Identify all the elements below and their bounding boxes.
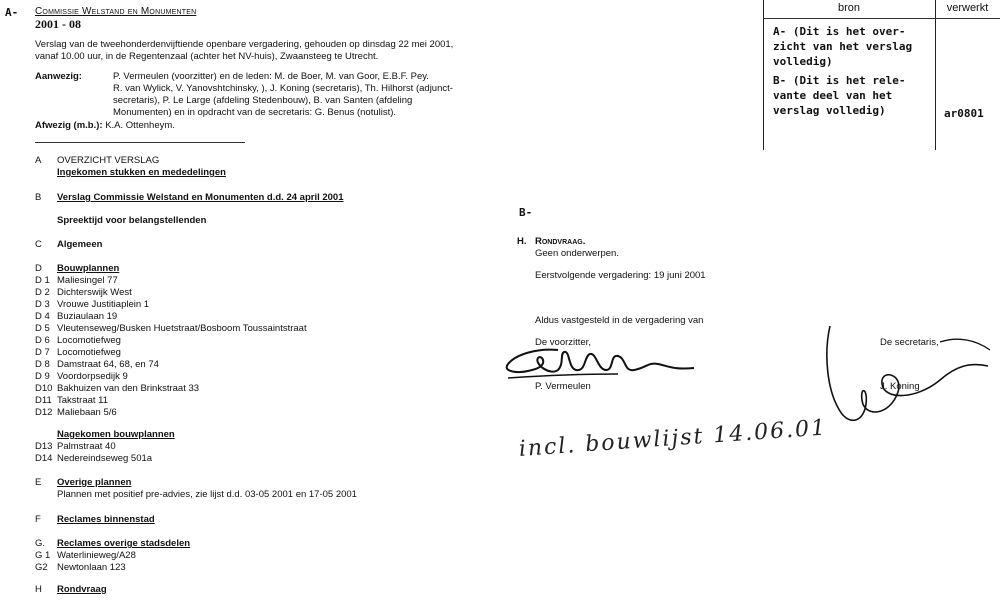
marker-a: A-	[5, 6, 19, 19]
section-f-letter: F	[35, 514, 41, 525]
item-text: Locomotiefweg	[57, 335, 121, 346]
section-g-title: Reclames overige stadsdelen	[57, 538, 191, 549]
item-code: D 4	[35, 311, 50, 322]
section-h-letter: H	[35, 584, 42, 595]
part-b-heading-letter: H.	[517, 236, 527, 247]
late-plans-title: Nagekomen bouwplannen	[57, 429, 175, 440]
stamp-line: vante deel van het	[773, 89, 893, 102]
stamp-line: B- (Dit is het rele-	[773, 74, 906, 87]
item-code: D11	[35, 395, 52, 406]
item-code: D 2	[35, 287, 50, 298]
item-text: Buziaulaan 19	[57, 311, 118, 322]
present-line: secretaris), P. Le Large (afdeling Stedenbouw), B. van Santen (afdeling	[113, 95, 413, 106]
item-code: D13	[35, 441, 53, 452]
item-text: Maliesingel 77	[57, 275, 118, 286]
stamp-col-source: bron	[837, 2, 861, 14]
intro-line: Verslag van de tweehonderdenvijftiende openbare vergadering, gehouden op dinsdag 22 mei 2001,	[35, 39, 454, 50]
item-code: D14	[35, 453, 53, 464]
item-text: Takstraat 11	[57, 395, 109, 406]
section-a-subtitle: Ingekomen stukken en mededelingen	[57, 167, 226, 178]
list-item	[35, 550, 136, 562]
list-item	[35, 359, 307, 371]
list-item	[35, 287, 307, 299]
item-text: Dichterswijk West	[57, 287, 132, 298]
section-f-title: Reclames binnenstad	[57, 514, 155, 525]
intro-paragraph	[35, 39, 453, 63]
item-code: D 9	[35, 371, 50, 382]
absent-row	[35, 120, 175, 131]
section-b-letter: B	[35, 192, 42, 203]
section-a-title: OVERZICHT VERSLAG	[57, 155, 160, 166]
present-list	[113, 71, 453, 119]
next-meeting: Eerstvolgende vergadering: 19 juni 2001	[535, 270, 706, 281]
item-code: D 8	[35, 359, 50, 370]
absent-label: Afwezig (m.b.):	[35, 120, 103, 131]
present-line: P. Vermeulen (voorzitter) en de leden: M. de Boer, M. van Goor, E.B.F. Pey.	[113, 71, 429, 82]
secretary-label: De secretaris,	[880, 337, 939, 348]
absent-value: K.A. Ottenheym.	[105, 120, 175, 131]
stamp-note-b	[773, 73, 905, 118]
part-b-heading: Rondvraag.	[535, 236, 586, 247]
item-text: Newtonlaan 123	[57, 562, 126, 573]
section-e-letter: E	[35, 477, 42, 488]
list-item	[35, 371, 307, 383]
item-text: Vleutenseweg/Busken Huetstraat/Bosboom Toussaintstraat	[57, 323, 307, 334]
item-text: Locomotiefweg	[57, 347, 121, 358]
item-code: D 6	[35, 335, 50, 346]
item-code: D 3	[35, 299, 50, 310]
item-text: Waterlinieweg/A28	[57, 550, 136, 561]
building-plan-list	[35, 275, 307, 419]
item-code: G2	[35, 562, 48, 573]
present-line: R. van Wylick, V. Yanovshtchinsky, ), J. Koning (secretaris), Th. Hilhorst (adjunct-	[113, 83, 453, 94]
item-code: G 1	[35, 550, 51, 561]
section-c-letter: C	[35, 239, 42, 250]
section-e-title: Overige plannen	[57, 477, 132, 488]
list-item	[35, 453, 152, 465]
chair-signature	[498, 340, 698, 390]
archive-stamp	[763, 0, 1000, 150]
section-d-letter: D	[35, 263, 42, 274]
outdoor-ads-list	[35, 550, 136, 574]
stamp-col-processed: verwerkt	[946, 2, 989, 14]
section-c-title: Algemeen	[57, 239, 103, 250]
item-code: D 1	[35, 275, 50, 286]
section-e	[57, 477, 357, 501]
list-item	[35, 323, 307, 335]
item-code: D 7	[35, 347, 50, 358]
list-item	[35, 395, 307, 407]
list-item	[35, 407, 307, 419]
marker-b: B-	[519, 206, 533, 219]
section-e-text: Plannen met positief pre-advies, zie lijst d.d. 03-05 2001 en 17-05 2001	[57, 489, 357, 500]
intro-line: vanaf 10.00 uur, in de Regentenzaal (achter het NV-huis), Zwaansteeg te Utrecht.	[35, 51, 379, 62]
stamp-code: ar0801	[944, 107, 984, 120]
chair-label: De voorzitter,	[535, 337, 591, 348]
item-text: Bakhuizen van den Brinkstraat 33	[57, 383, 200, 394]
header-divider	[35, 142, 245, 143]
item-code: D 5	[35, 323, 50, 334]
stamp-note-a	[773, 24, 912, 69]
adopted-text: Aldus vastgesteld in de vergadering van	[535, 315, 704, 326]
section-a-letter: A	[35, 155, 42, 166]
stamp-line: zicht van het verslag	[773, 40, 913, 53]
stamp-line: A- (Dit is het over-	[773, 25, 906, 38]
present-label: Aanwezig:	[35, 71, 82, 82]
list-item	[35, 441, 152, 453]
item-text: Damstraat 64, 68, en 74	[57, 359, 159, 370]
list-item	[35, 347, 307, 359]
list-item	[35, 311, 307, 323]
item-code: D10	[35, 383, 53, 394]
secretary-signature	[820, 322, 1000, 432]
item-text: Maliebaan 5/6	[57, 407, 117, 418]
section-b-title: Verslag Commissie Welstand en Monumenten d.d. 24 april 2001	[57, 192, 344, 203]
handwritten-note: incl. bouwlijst 14.06.01	[518, 415, 828, 462]
list-item	[35, 275, 307, 287]
stamp-line: verslag volledig)	[773, 104, 886, 117]
item-code: D12	[35, 407, 53, 418]
chair-name: P. Vermeulen	[535, 381, 591, 392]
list-item	[35, 299, 307, 311]
section-d-title: Bouwplannen	[57, 263, 120, 274]
item-text: Nedereindseweg 501a	[57, 453, 153, 464]
section-g-letter: G.	[35, 538, 46, 549]
section-h-title: Rondvraag	[57, 584, 107, 595]
item-text: Vrouwe Justitiaplein 1	[57, 299, 150, 310]
organisation-name: Commissie Welstand en Monumenten	[35, 6, 197, 17]
item-text: Voordorpsedijk 9	[57, 371, 128, 382]
list-item	[35, 335, 307, 347]
list-item	[35, 562, 136, 574]
section-b-subtitle: Spreektijd voor belangstellenden	[57, 215, 207, 226]
list-item	[35, 383, 307, 395]
part-b-no-items: Geen onderwerpen.	[535, 248, 619, 259]
secretary-name: J. Koning	[880, 381, 920, 392]
section-a	[57, 155, 226, 179]
present-line: Monumenten) en in opdracht van de secretaris: G. Benus (notulist).	[113, 107, 397, 118]
late-plan-list	[35, 441, 152, 465]
item-text: Palmstraat 40	[57, 441, 116, 452]
meeting-reference: 2001 - 08	[35, 17, 81, 31]
stamp-line: volledig)	[773, 55, 833, 68]
